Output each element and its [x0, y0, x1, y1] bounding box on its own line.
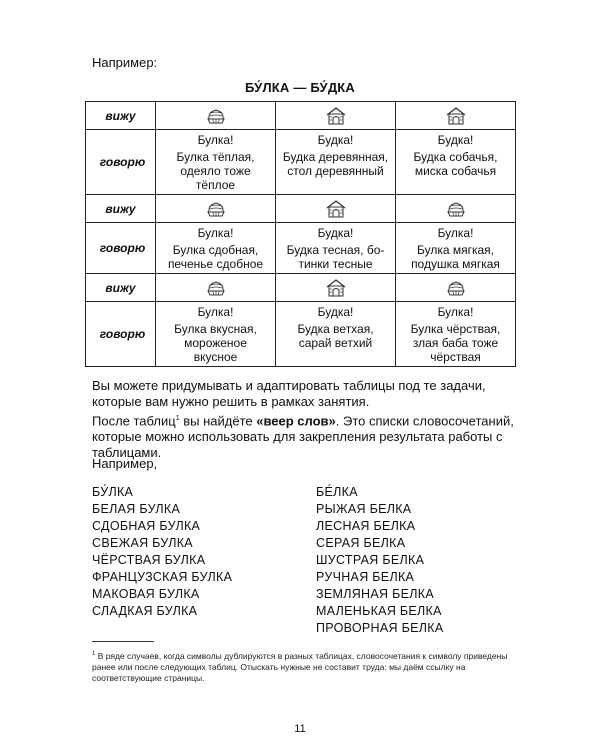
picture-cell	[156, 274, 276, 302]
word-phrase: БЕЛАЯ БУЛКА	[92, 502, 181, 516]
word-phrase: ФРАНЦУЗСКАЯ БУЛКА	[92, 570, 233, 584]
exclamation: Булка!	[437, 226, 474, 240]
phrase-cell	[276, 130, 396, 195]
word-list-bulka	[92, 484, 232, 620]
phrase-line: сарай ветхий	[298, 336, 373, 350]
picture-cell	[396, 102, 516, 130]
phrase-line: Булка чёрствая,	[410, 322, 501, 336]
table-title: БУ́ЛКА — БУ́ДКА	[244, 80, 356, 95]
phrase-line: Булка тёплая,	[176, 150, 255, 164]
row-label-see: вижу	[86, 274, 156, 302]
phrase-cell	[156, 130, 276, 195]
phrase-line: Будка деревянная,	[282, 150, 389, 164]
paragraph-example: Например,	[92, 456, 158, 471]
row-say	[86, 302, 516, 367]
word-phrase: СВЕЖАЯ БУЛКА	[92, 536, 193, 550]
phrase-cell	[396, 302, 516, 367]
phrase-line: печенье сдобное	[167, 257, 264, 271]
phrase-line: стол деревянный	[287, 164, 384, 178]
doghouse-icon	[445, 108, 467, 122]
footnote-ref: 1	[175, 415, 180, 422]
picture-cell	[156, 195, 276, 223]
phrase-line: Булка вкусная,	[174, 322, 257, 336]
phrase-line: Булка сдобная,	[172, 243, 259, 257]
bun-icon	[445, 280, 467, 294]
row-say	[86, 130, 516, 195]
word-phrase: БЕ́ЛКА	[316, 485, 358, 499]
word-phrase: ЧЁРСТВАЯ БУЛКА	[92, 553, 206, 567]
word-phrase: МАЛЕНЬКАЯ БЕЛКА	[316, 604, 442, 618]
doghouse-icon	[325, 280, 347, 294]
phrase-line: Булка мягкая,	[416, 243, 494, 257]
intro-text: Например:	[92, 55, 158, 70]
phrase-line: Будка собачья,	[413, 150, 498, 164]
word-fan-term: «веер слов»	[256, 413, 336, 429]
picture-cell	[276, 274, 396, 302]
word-phrase: СЛАДКАЯ БУЛКА	[92, 604, 198, 618]
phrase-line: подушка мягкая	[411, 257, 500, 271]
word-phrase: МАКОВАЯ БУЛКА	[92, 587, 200, 601]
exclamation: Булка!	[197, 226, 234, 240]
phrase-cell	[156, 302, 276, 367]
word-pair-table	[85, 101, 516, 367]
exclamation: Булка!	[437, 305, 474, 319]
phrase-cell	[396, 223, 516, 274]
doghouse-icon	[325, 201, 347, 215]
picture-cell	[156, 102, 276, 130]
phrase-line: тинки тесные	[298, 257, 373, 271]
row-label-see: вижу	[86, 195, 156, 223]
word-phrase: ЛЕСНАЯ БЕЛКА	[316, 519, 416, 533]
row-label-see: вижу	[86, 102, 156, 130]
row-see	[86, 102, 516, 130]
paragraph-adapt-tables: Вы можете придумывать и адаптировать таблицы под те задачи, которые вам нужно решить в рамках занятия.	[92, 378, 486, 409]
word-phrase: ПРОВОРНАЯ БЕЛКА	[316, 621, 444, 635]
page-number: 11	[294, 723, 306, 735]
phrase-line: Будка тесная, бо-	[286, 243, 385, 257]
row-see	[86, 274, 516, 302]
phrase-line: вкусное	[193, 350, 238, 364]
para2-text-after: . Это списки словосочетаний, которые можно использовать для закрепления результата работы с таблицами.	[92, 413, 514, 461]
bun-icon	[205, 280, 227, 294]
bun-icon	[205, 201, 227, 215]
row-label-say: говорю	[86, 223, 156, 274]
doghouse-icon	[325, 108, 347, 122]
row-say	[86, 223, 516, 274]
paragraph-word-fan	[92, 411, 518, 461]
exclamation: Булка!	[197, 133, 234, 147]
phrase-line: тёплое	[195, 178, 236, 192]
exclamation: Будка!	[437, 133, 474, 147]
row-label-say: говорю	[86, 130, 156, 195]
footnote-marker: 1	[92, 651, 96, 657]
row-see	[86, 195, 516, 223]
phrase-line: злая баба тоже	[412, 336, 499, 350]
row-label-say: говорю	[86, 302, 156, 367]
phrase-line: миска собачья	[414, 164, 497, 178]
phrase-line: одеяло тоже	[180, 164, 251, 178]
word-phrase: БУ́ЛКА	[92, 485, 134, 499]
footnote-text: В ряде случаев, когда символы дублируются в разных таблицах, словосочетания к символу приведены ранее или после следующих таблиц. Отыскать нужные не составит труда: мы даём ссылку на соответствующие страницы.	[92, 650, 508, 683]
exclamation: Будка!	[317, 226, 354, 240]
footnote	[92, 649, 522, 684]
word-phrase: РЫЖАЯ БЕЛКА	[316, 502, 412, 516]
picture-cell	[276, 195, 396, 223]
phrase-line: чёрствая	[430, 350, 481, 364]
para2-text-middle: вы найдёте	[179, 413, 257, 429]
phrase-cell	[396, 130, 516, 195]
bun-icon	[205, 108, 227, 122]
phrase-cell	[276, 302, 396, 367]
exclamation: Булка!	[197, 305, 234, 319]
bun-icon	[445, 201, 467, 215]
picture-cell	[396, 195, 516, 223]
exclamation: Будка!	[317, 305, 354, 319]
phrase-cell	[156, 223, 276, 274]
exclamation: Будка!	[317, 133, 354, 147]
word-phrase: ЗЕМЛЯНАЯ БЕЛКА	[316, 587, 434, 601]
phrase-line: мороженое	[184, 336, 247, 350]
word-phrase: СЕРАЯ БЕЛКА	[316, 536, 406, 550]
footnote-divider	[92, 641, 154, 642]
word-phrase: РУЧНАЯ БЕЛКА	[316, 570, 415, 584]
word-list-belka	[316, 484, 443, 637]
picture-cell	[396, 274, 516, 302]
word-phrase: ШУСТРАЯ БЕЛКА	[316, 553, 425, 567]
picture-cell	[276, 102, 396, 130]
phrase-line: Будка ветхая,	[297, 322, 374, 336]
para2-text-before: После таблиц	[92, 413, 176, 429]
word-phrase: СДОБНАЯ БУЛКА	[92, 519, 201, 533]
phrase-cell	[276, 223, 396, 274]
